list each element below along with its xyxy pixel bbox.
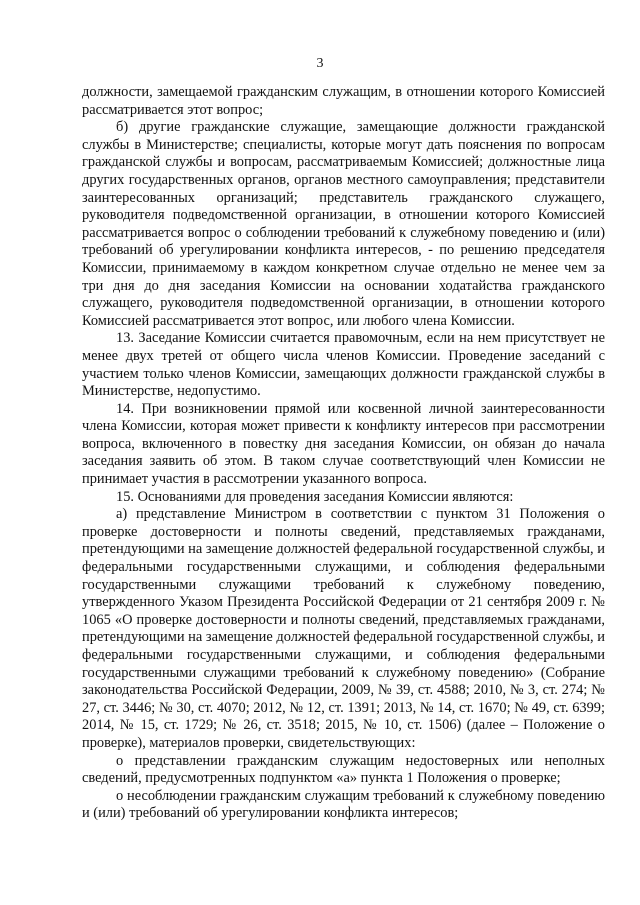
paragraph-14: 14. При возникновении прямой или косвенной личной заинтересованности члена Комиссии, которая может привести к конфликту интересов при рассмотрении вопроса, включенного в повестку дня заседания Комиссии, он обязан до начала заседания заявить об этом. В таком случае соответствующий член Комиссии не принимает участия в рассмотрении указанного вопроса. bbox=[82, 400, 605, 488]
paragraph-15: 15. Основаниями для проведения заседания Комиссии являются: bbox=[116, 488, 514, 505]
document-body bbox=[82, 84, 605, 823]
paragraph-sub-item-2: о несоблюдении гражданским служащим требований к служебному поведению и (или) требований об урегулировании конфликта интересов; bbox=[82, 787, 605, 822]
paragraph-15-item-a: а) представление Министром в соответствии с пунктом 31 Положения о проверке достоверности и полноты сведений, представляемых гражданами, претендующими на замещение должностей федеральной государственной службы, и федеральными государственными служащими, и соблюдения федеральными государственными служащими требований к служебному поведению, утвержденного Указом Президента Российской Федерации от 21 сентября 2009 г. № 1065 «О проверке достоверности и полноты сведений, представляемых гражданами, претендующими на замещение должностей федеральной государственной службы, и федеральными государственными служащими, и соблюдения федеральными государственными служащими требований к служебному поведению» (Собрание законодательства Российской Федерации, 2009, № 39, ст. 4588; 2010, № 3, ст. 274; № 27, ст. 3446; № 30, ст. 4070; 2012, № 12, ст. 1391; 2013, № 14, ст. 1670; № 49, ст. 6399; 2014, № 15, ст. 1729; № 26, ст. 3518; 2015, № 10, ст. 1506) (далее – Положение о проверке), материалов проверки, свидетельствующих: bbox=[82, 506, 605, 751]
page-number: 3 bbox=[316, 56, 324, 71]
paragraph-item-b: б) другие гражданские служащие, замещающие должности гражданской службы в Министерстве; специалисты, которые могут дать пояснения по вопросам гражданской службы и вопросам, рассматриваемым Комиссией; должностные лица других государственных органов, органов местного самоуправления; представители заинтересованных организаций; представитель гражданского служащего, руководителя подведомственной организации, в отношении которого Комиссией рассматривается вопрос о соблюдении требований к служебному поведению и (или) требований об урегулировании конфликта интересов, - по решению председателя Комиссии, принимаемому в каждом конкретном случае отдельно не менее чем за три дня до дня заседания Комиссии на основании ходатайства гражданского служащего, руководителя подведомственной организации, в отношении которого Комиссией рассматривается этот вопрос, или любого члена Комиссии. bbox=[82, 119, 605, 329]
paragraph-continuation: должности, замещаемой гражданским служащим, в отношении которого Комиссией рассматривается этот вопрос; bbox=[82, 84, 605, 118]
paragraph-13: 13. Заседание Комиссии считается правомочным, если на нем присутствует не менее двух третей от общего числа членов Комиссии. Проведение заседаний с участием только членов Комиссии, замещающих должности гражданской службы в Министерстве, недопустимо. bbox=[82, 330, 605, 400]
paragraph-sub-item-1: о представлении гражданским служащим недостоверных или неполных сведений, предусмотренных подпунктом «а» пункта 1 Положения о проверке; bbox=[82, 752, 605, 787]
